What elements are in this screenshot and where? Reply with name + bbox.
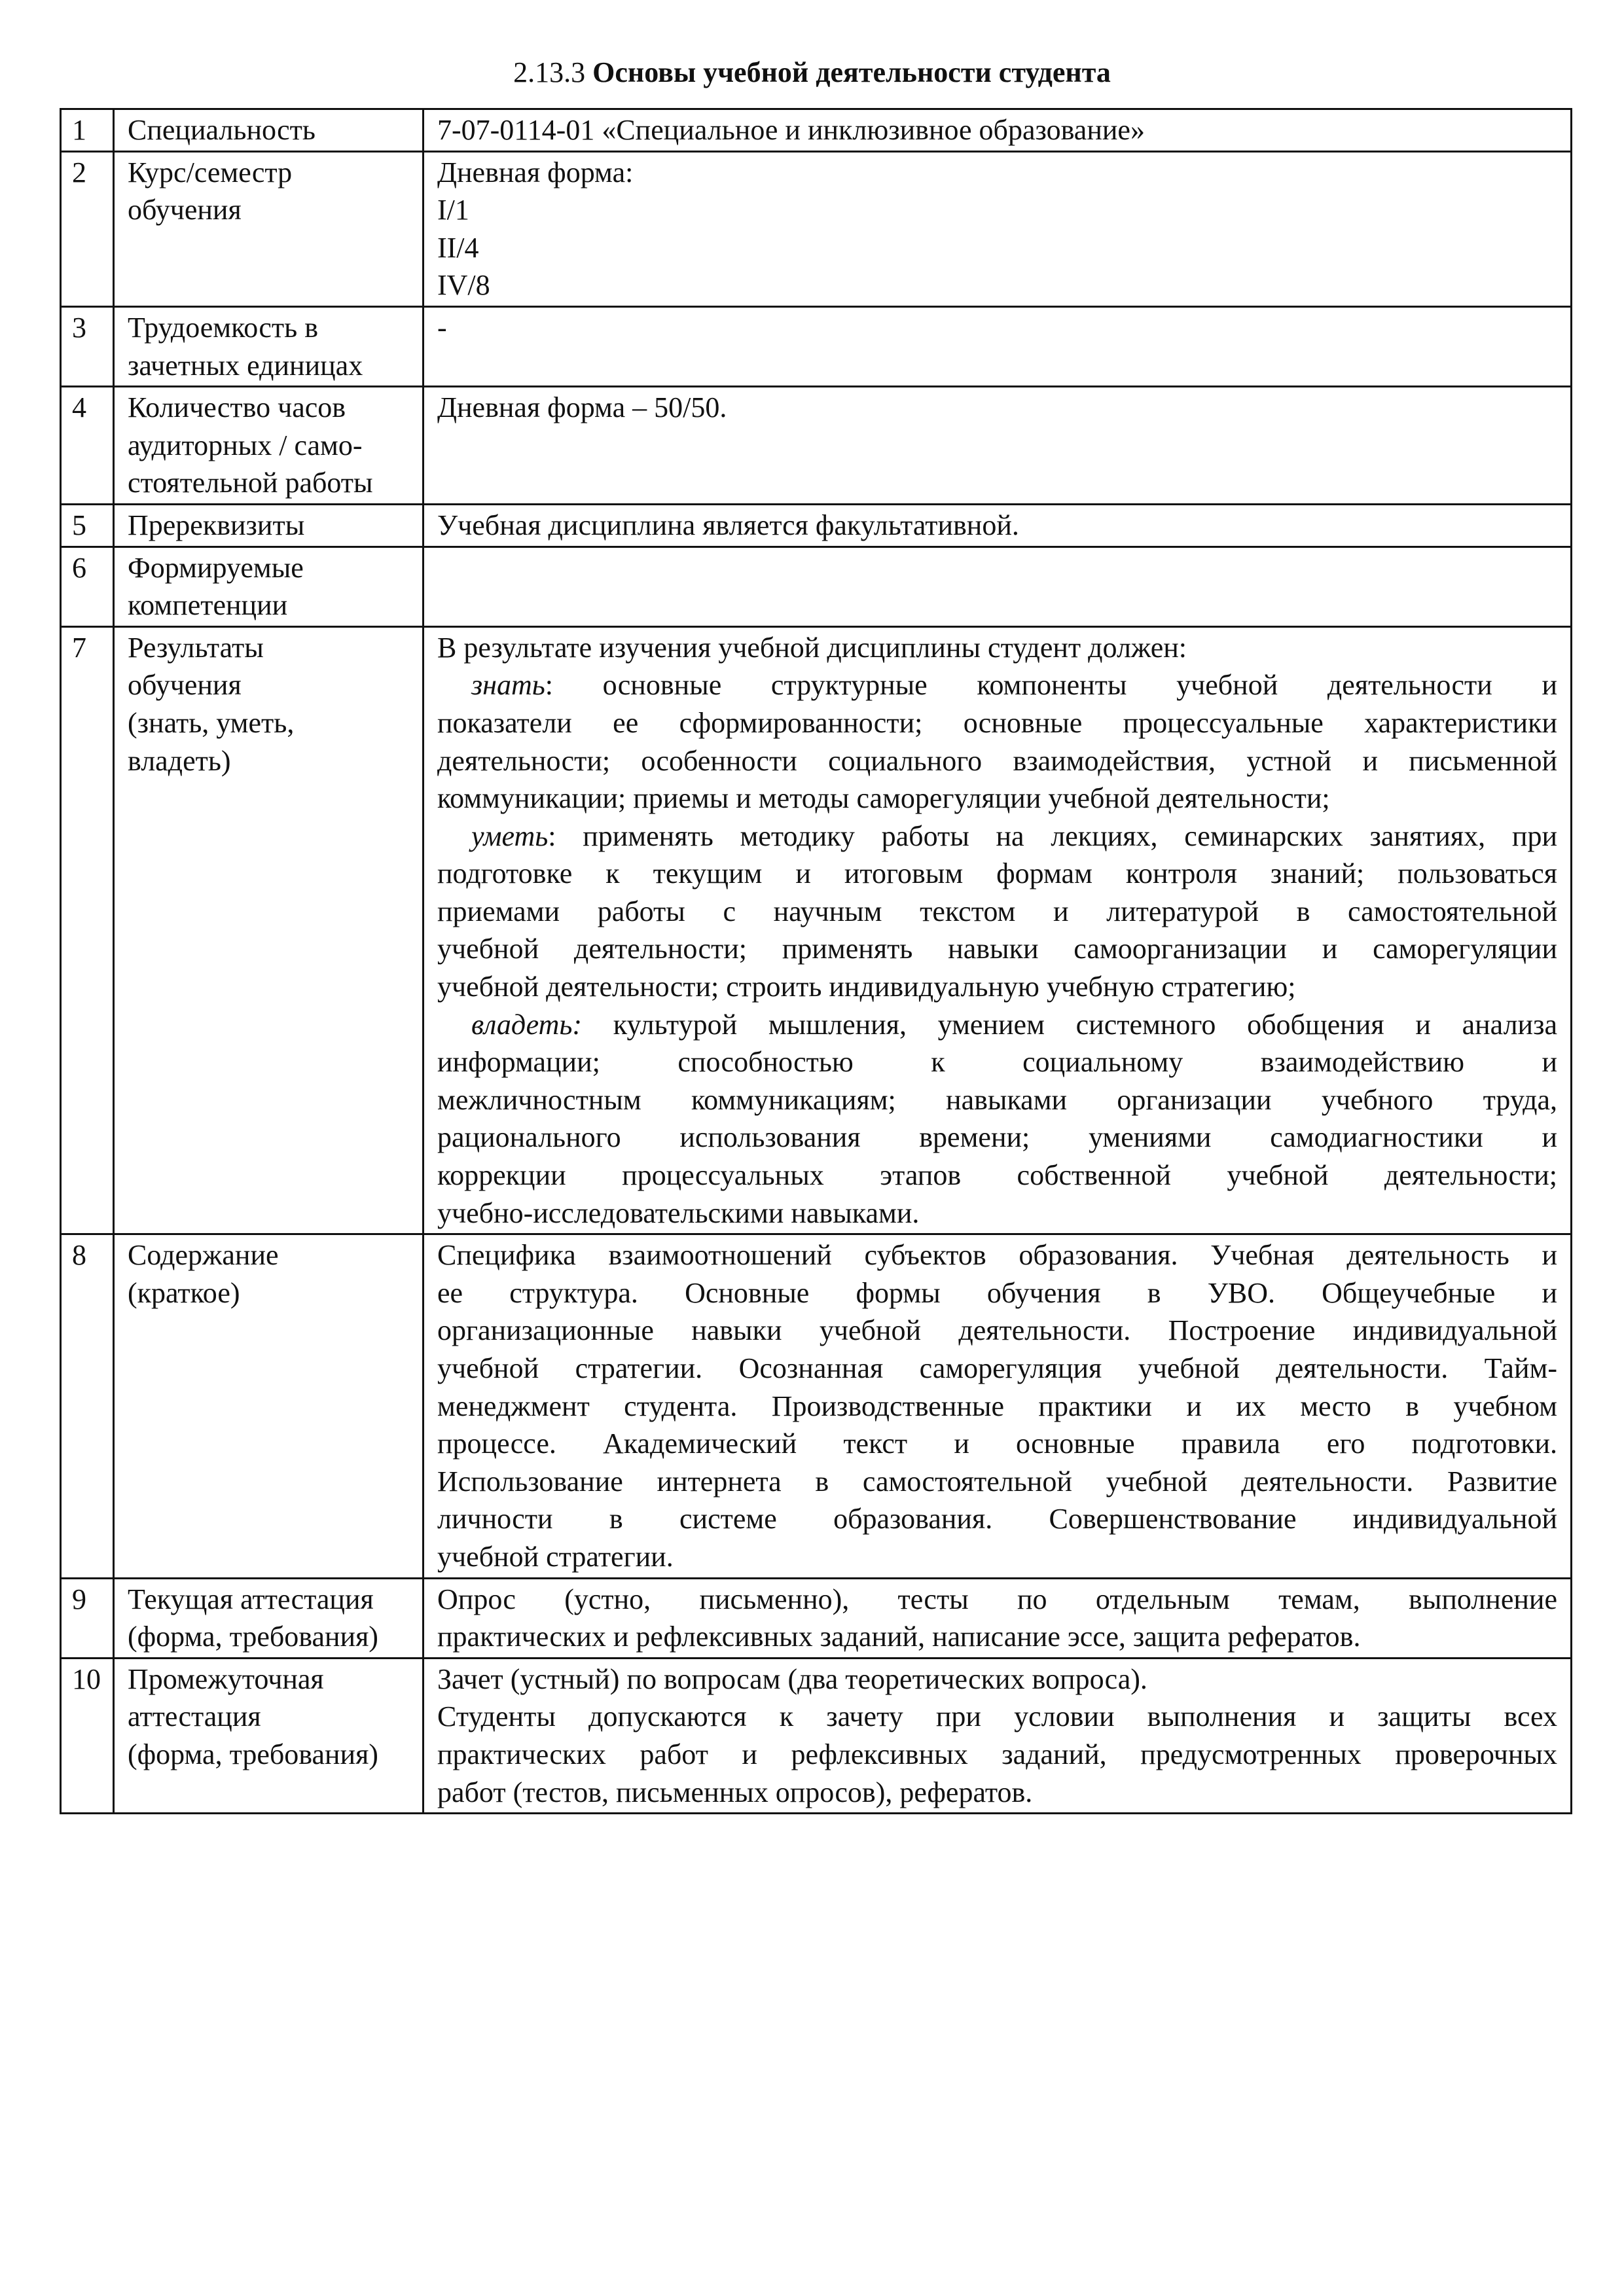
label-line: компетенции — [128, 589, 288, 622]
row-number: 5 — [61, 504, 114, 547]
value-line: показатели ее сформированности; основные процессуальные характеристики — [437, 706, 1557, 739]
row-label — [114, 306, 424, 386]
table-row — [61, 626, 1572, 1234]
label-line: стоятельной работы — [128, 467, 373, 499]
table-row — [61, 151, 1572, 306]
value-line: Дневная форма – 50/50. — [437, 391, 727, 424]
keyword-own: владеть: — [471, 1008, 583, 1041]
row-label — [114, 109, 424, 152]
label-line: Курс/семестр — [128, 156, 293, 188]
row-label — [114, 626, 424, 1234]
row-label — [114, 504, 424, 547]
row-value — [424, 626, 1572, 1234]
row-value — [424, 151, 1572, 306]
table-row — [61, 1234, 1572, 1578]
label-line: Промежуточная — [128, 1662, 324, 1695]
value-line: Использование интернета в самостоятельной учебной деятельности. Развитие — [437, 1465, 1557, 1498]
value-line: учебной стратегии. — [437, 1540, 674, 1573]
discipline-table — [60, 108, 1572, 1814]
value-line — [437, 1006, 1557, 1044]
row-value — [424, 1234, 1572, 1578]
value-line: приемами работы с научным текстом и литературой в самостоятельной — [437, 895, 1557, 927]
value-line: Опрос (устно, письменно), тесты по отдельным темам, выполнение — [437, 1583, 1557, 1615]
value-line: личности в системе образования. Совершенствование индивидуальной — [437, 1503, 1557, 1535]
row-number: 3 — [61, 306, 114, 386]
value-line: организационные навыки учебной деятельности. Построение индивидуальной — [437, 1314, 1557, 1347]
label-line: (краткое) — [128, 1276, 240, 1309]
section-number: 2.13.3 — [513, 56, 586, 88]
value-line: Учебная дисциплина является факультативной. — [437, 509, 1019, 541]
value-line: учебной стратегии. Осознанная саморегуляция учебной деятельности. Тайм- — [437, 1352, 1557, 1384]
row-label — [114, 1578, 424, 1658]
label-line: аттестация — [128, 1700, 261, 1733]
value-line: учебной деятельности; применять навыки самоорганизации и саморегуляции — [437, 933, 1557, 965]
value-line: рационального использования времени; умениями самодиагностики и — [437, 1121, 1557, 1154]
label-line: зачетных единицах — [128, 349, 363, 382]
label-line: Формируемые — [128, 551, 304, 584]
line-text: культурой мышления, умением системного обобщения и анализа — [582, 1008, 1557, 1041]
row-number: 2 — [61, 151, 114, 306]
row-label — [114, 547, 424, 626]
row-label — [114, 151, 424, 306]
row-number: 9 — [61, 1578, 114, 1658]
value-line: II/4 — [437, 231, 479, 264]
label-line: Пререквизиты — [128, 509, 305, 541]
row-value — [424, 547, 1572, 626]
value-line: коммуникации; приемы и методы саморегуляции учебной деятельности; — [437, 782, 1330, 815]
table-row — [61, 547, 1572, 626]
label-line: аудиторных / само- — [128, 429, 363, 461]
table-row — [61, 387, 1572, 505]
row-value — [424, 306, 1572, 386]
label-line: (знать, уметь, — [128, 706, 295, 739]
row-label — [114, 387, 424, 505]
section-heading — [0, 52, 1624, 93]
value-line: Специфика взаимоотношений субъектов образования. Учебная деятельность и — [437, 1239, 1557, 1272]
row-label — [114, 1234, 424, 1578]
table-row — [61, 1658, 1572, 1813]
table-row — [61, 306, 1572, 386]
value-line: IV/8 — [437, 269, 490, 302]
label-line: Результаты — [128, 631, 264, 664]
table-row — [61, 109, 1572, 152]
value-line: ее структура. Основные формы обучения в УВО. Общеучебные и — [437, 1276, 1557, 1309]
label-line: обучения — [128, 194, 242, 226]
row-value — [424, 504, 1572, 547]
row-number: 1 — [61, 109, 114, 152]
value-line: учебно-исследовательскими навыками. — [437, 1196, 920, 1229]
table-row — [61, 504, 1572, 547]
value-line: работ (тестов, письменных опросов), рефератов. — [437, 1776, 1033, 1808]
row-number: 7 — [61, 626, 114, 1234]
value-line: Студенты допускаются к зачету при условии выполнения и защиты всех — [437, 1700, 1557, 1733]
label-line: (форма, требования) — [128, 1738, 378, 1770]
value-line: - — [437, 311, 447, 344]
row-number: 4 — [61, 387, 114, 505]
line-text: : применять методику работы на лекциях, семинарских занятиях, при — [548, 819, 1557, 852]
label-line: (форма, требования) — [128, 1621, 378, 1653]
value-line — [437, 666, 1557, 704]
row-value — [424, 1578, 1572, 1658]
row-number: 10 — [61, 1658, 114, 1813]
value-line: Дневная форма: — [437, 156, 634, 188]
value-line: практических и рефлексивных заданий, написание эссе, защита рефератов. — [437, 1621, 1361, 1653]
label-line: Специальность — [128, 114, 316, 146]
value-line: процессе. Академический текст и основные правила его подготовки. — [437, 1427, 1557, 1460]
label-line: Текущая аттестация — [128, 1583, 374, 1615]
keyword-can: уметь — [471, 819, 549, 852]
value-line: В результате изучения учебной дисциплины студент должен: — [437, 631, 1187, 664]
keyword-know: знать — [471, 669, 545, 702]
line-text: : основные структурные компоненты учебной деятельности и — [545, 669, 1557, 702]
value-line — [437, 817, 1557, 855]
row-value — [424, 1658, 1572, 1813]
value-line: практических работ и рефлексивных заданий, предусмотренных проверочных — [437, 1738, 1557, 1770]
label-line: Содержание — [128, 1239, 279, 1272]
value-line: I/1 — [437, 194, 469, 226]
label-line: владеть) — [128, 744, 231, 777]
row-number: 6 — [61, 547, 114, 626]
label-line: Трудоемкость в — [128, 311, 318, 344]
row-label — [114, 1658, 424, 1813]
value-line: Зачет (устный) по вопросам (два теоретических вопроса). — [437, 1662, 1147, 1695]
row-value — [424, 387, 1572, 505]
label-line: обучения — [128, 669, 242, 702]
row-value — [424, 109, 1572, 152]
value-line: деятельности; особенности социального взаимодействия, устной и письменной — [437, 744, 1557, 777]
value-line: учебной деятельности; строить индивидуальную учебную стратегию; — [437, 971, 1296, 1003]
value-line: коррекции процессуальных этапов собственной учебной деятельности; — [437, 1159, 1557, 1192]
section-title: Основы учебной деятельности студента — [592, 56, 1111, 88]
label-line: Количество часов — [128, 391, 346, 424]
value-line: менеджмент студента. Производственные практики и их место в учебном — [437, 1390, 1557, 1422]
table-row — [61, 1578, 1572, 1658]
value-line: подготовке к текущим и итоговым формам контроля знаний; пользоваться — [437, 857, 1557, 890]
value-line: 7-07-0114-01 «Специальное и инклюзивное образование» — [437, 114, 1145, 146]
value-line: межличностным коммуникациям; навыками организации учебного труда, — [437, 1083, 1557, 1116]
value-line: информации; способностью к социальному взаимодействию и — [437, 1046, 1557, 1079]
row-number: 8 — [61, 1234, 114, 1578]
